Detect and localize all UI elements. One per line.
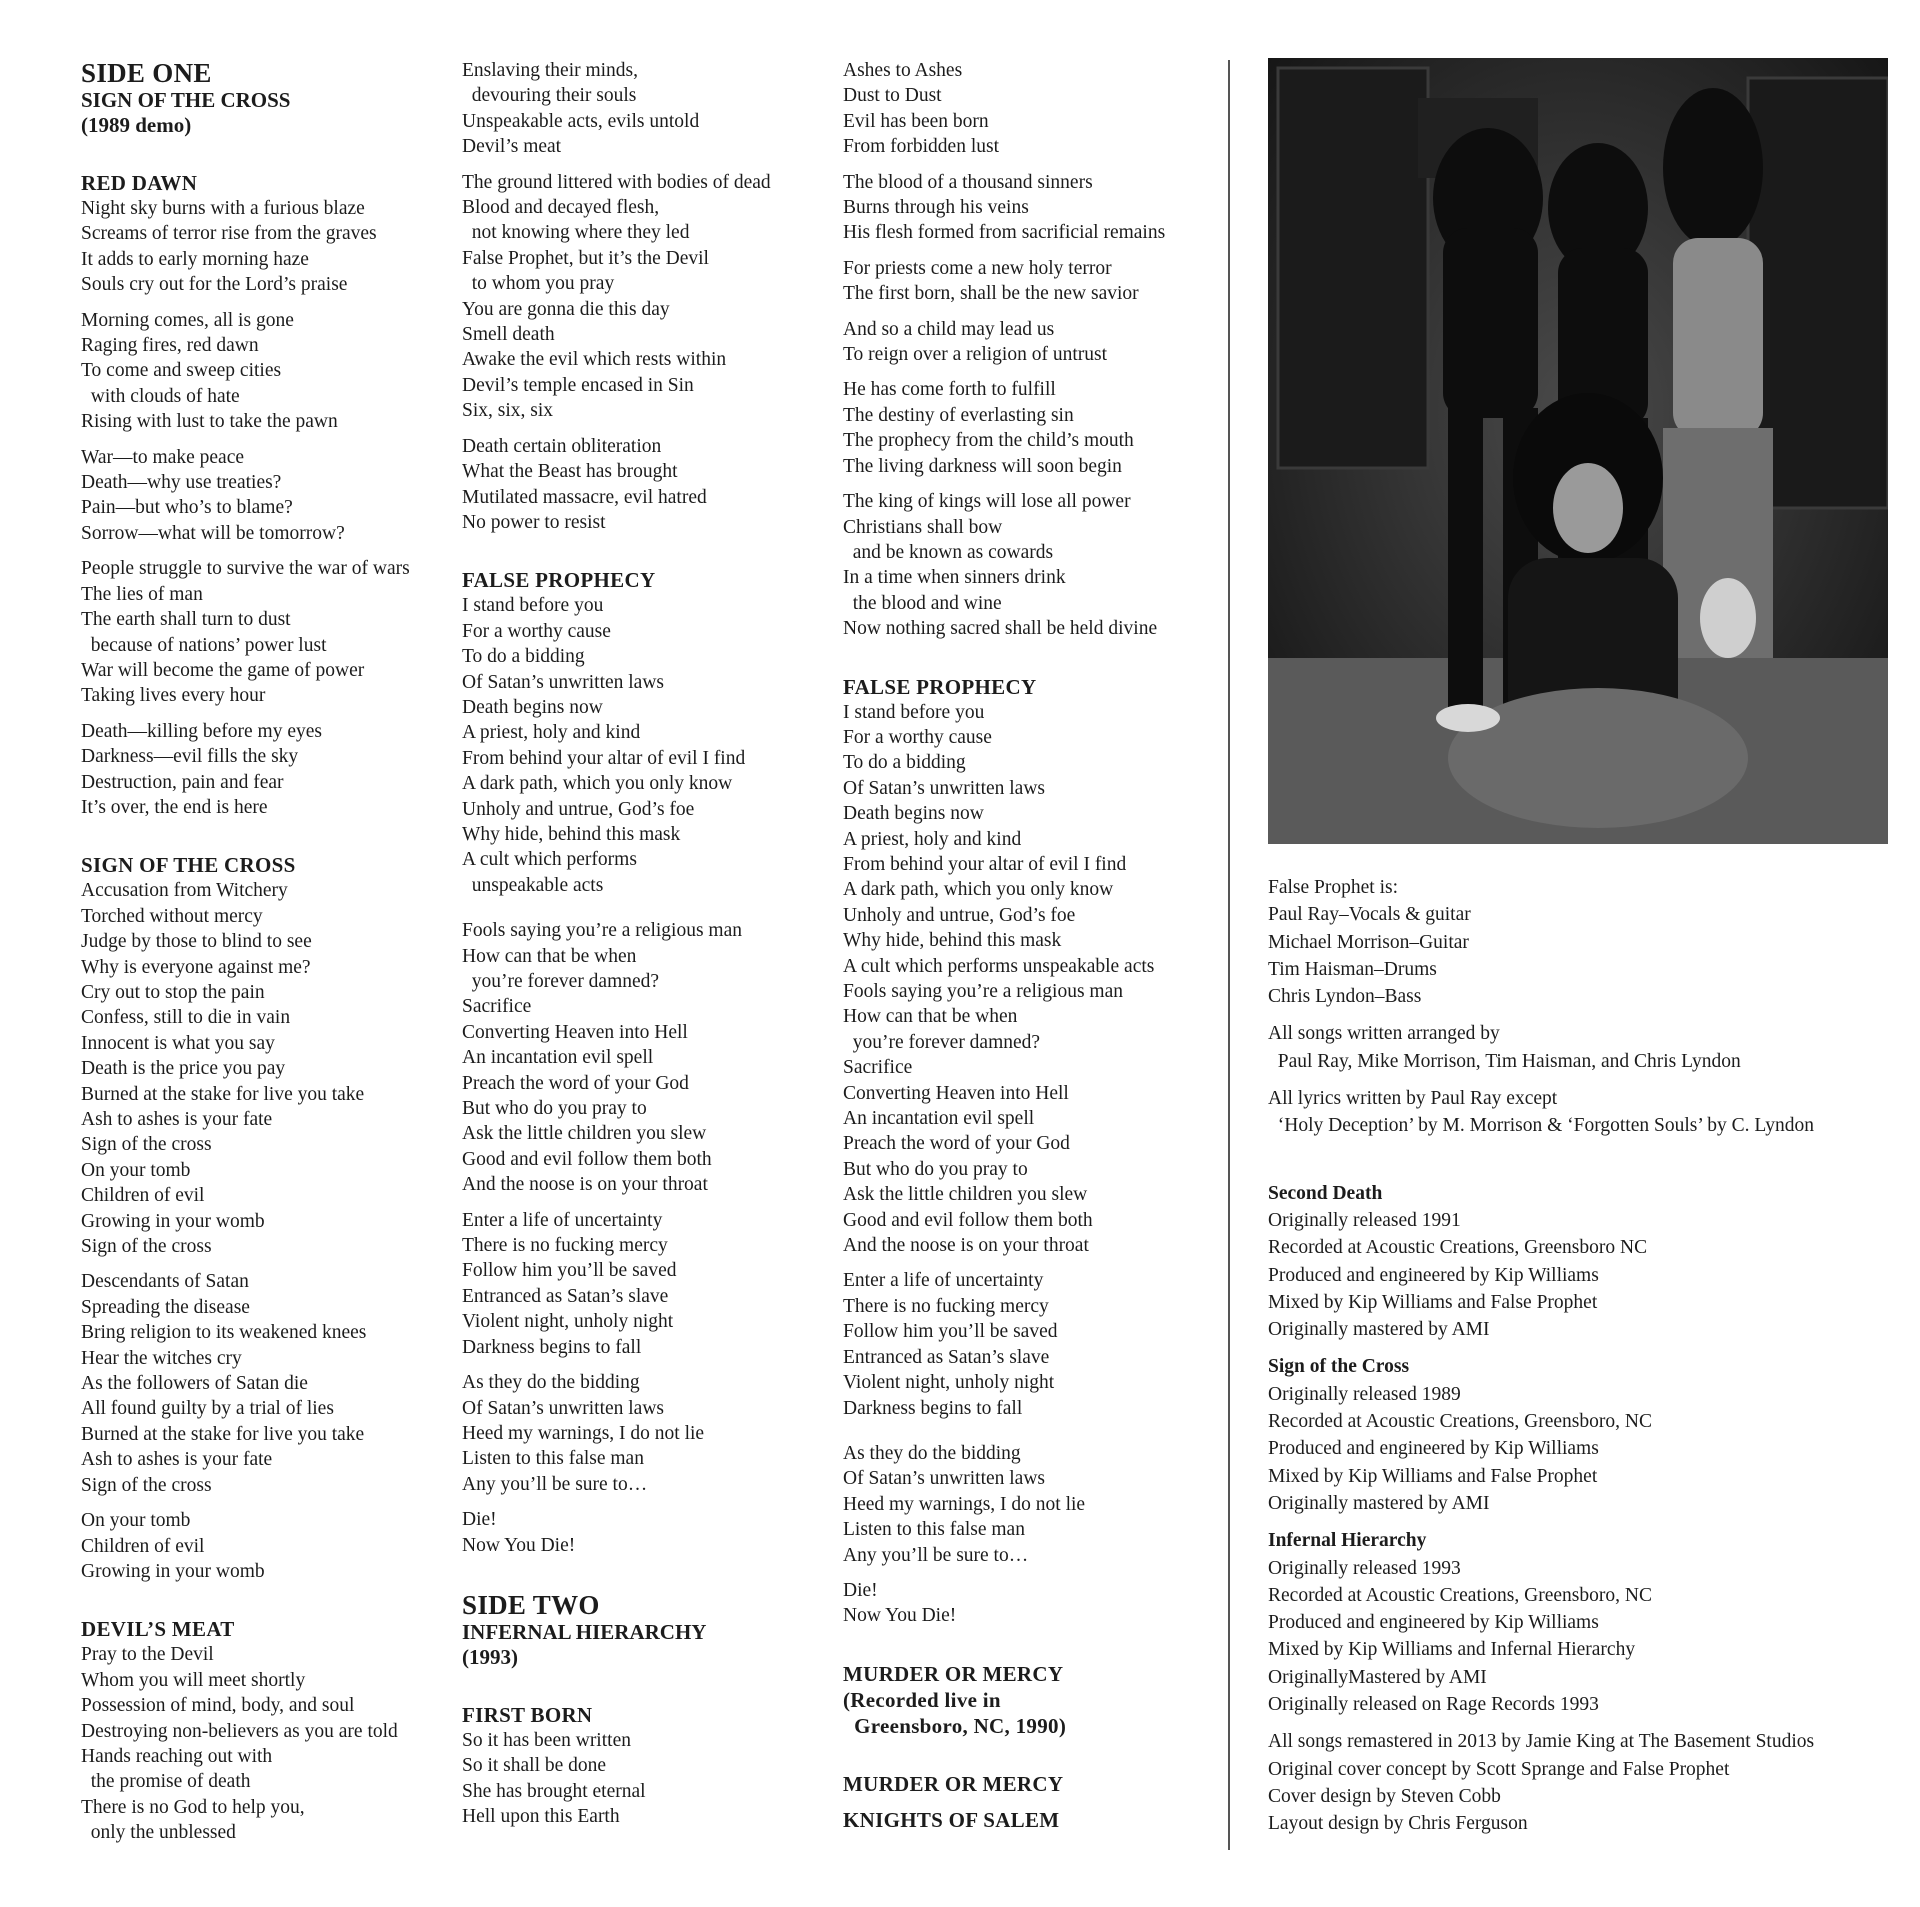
text-line: Ash to ashes is your fate — [81, 1449, 273, 1471]
text-line: you’re forever damned? — [843, 1031, 1041, 1053]
text-line: How can that be when — [462, 945, 637, 967]
text-line: Christians shall bow — [843, 516, 1003, 538]
column-4 — [1268, 58, 1908, 1838]
lyrics-sign-of-the-cross — [81, 878, 451, 1584]
side-two-subtitle: INFERNAL HIERARCHY — [462, 1619, 707, 1644]
song-title-devils-meat: DEVIL’S MEAT — [81, 1617, 235, 1642]
text-line: On your tomb — [81, 1510, 191, 1532]
text-line: A cult which performs unspeakable acts — [843, 955, 1155, 977]
text-line: Darkness begins to fall — [462, 1336, 642, 1358]
text-line: Sacrifice — [462, 996, 532, 1018]
text-line: And so a child may lead us — [843, 318, 1055, 340]
song-title-red-dawn: RED DAWN — [81, 171, 198, 195]
stanza-break — [843, 1421, 1223, 1431]
text-line: As the followers of Satan die — [81, 1373, 308, 1395]
stanza-break — [462, 1198, 842, 1208]
text-line: Why hide, behind this mask — [843, 930, 1062, 952]
lyrics-credit — [1268, 1085, 1908, 1140]
text-line: Dust to Dust — [843, 85, 942, 107]
text-line: Violent night, unholy night — [843, 1372, 1055, 1394]
text-line: There is no fucking mercy — [462, 1235, 668, 1257]
stanza-break — [843, 307, 1223, 317]
text-line: Good and evil follow them both — [843, 1209, 1093, 1231]
text-line: Produced and engineered by Kip Williams — [1268, 1438, 1599, 1460]
live-note-line-2: Greensboro, NC, 1990) — [843, 1713, 1067, 1738]
stanza-break — [462, 424, 842, 434]
text-line: Entranced as Satan’s slave — [843, 1346, 1050, 1368]
text-line: Why is everyone against me? — [81, 956, 311, 978]
text-line: To come and sweep cities — [81, 360, 282, 382]
text-line: Originally released 1993 — [1268, 1557, 1461, 1579]
text-line: Destroying non-believers as you are told — [81, 1720, 398, 1742]
songs-credit — [1268, 1020, 1908, 1075]
text-line: Originally released 1991 — [1268, 1209, 1461, 1231]
text-line: OriginallyMastered by AMI — [1268, 1666, 1487, 1688]
text-line: I stand before you — [462, 595, 604, 617]
text-line: with clouds of hate — [81, 385, 240, 407]
text-line: Ask the little children you slew — [462, 1123, 707, 1145]
text-line: Preach the word of your God — [462, 1072, 689, 1094]
stanza-break — [462, 160, 842, 170]
text-line: A dark path, which you only know — [843, 879, 1114, 901]
text-line: For priests come a new holy terror — [843, 257, 1112, 279]
stanza-break — [81, 1259, 451, 1269]
text-line: Accusation from Witchery — [81, 880, 288, 902]
text-line: She has brought eternal — [462, 1780, 646, 1802]
text-line: Enslaving their minds, — [462, 60, 639, 81]
text-line: Preach the word of your God — [843, 1133, 1070, 1155]
side-one-subtitle: SIGN OF THE CROSS — [81, 88, 291, 112]
text-line: Death begins now — [462, 696, 603, 718]
text-line: Awake the evil which rests within — [462, 349, 727, 371]
text-line: Death certain obliteration — [462, 435, 662, 457]
stanza-break — [843, 479, 1223, 489]
text-line: Destruction, pain and fear — [81, 771, 284, 793]
text-line: Converting Heaven into Hell — [462, 1021, 688, 1043]
text-line: Cry out to stop the pain — [81, 981, 265, 1003]
text-line: Descendants of Satan — [81, 1271, 249, 1293]
text-line: Sign of the cross — [81, 1236, 212, 1258]
text-line: Raging fires, red dawn — [81, 335, 259, 357]
text-line: Follow him you’ll be saved — [843, 1321, 1058, 1343]
text-line: Unspeakable acts, evils untold — [462, 110, 700, 132]
text-line: It adds to early morning haze — [81, 248, 309, 270]
column-2 — [462, 58, 842, 1830]
text-line: unspeakable acts — [462, 874, 604, 896]
text-line: Entranced as Satan’s slave — [462, 1285, 669, 1307]
release-lines-sign-of-the-cross — [1268, 1381, 1908, 1517]
text-line: His flesh formed from sacrificial remains — [843, 222, 1166, 244]
stanza-break — [843, 160, 1223, 170]
text-line: All songs written arranged by — [1268, 1023, 1500, 1045]
side-two-year: (1993) — [462, 1644, 518, 1669]
text-line: not knowing where they led — [462, 222, 690, 244]
text-line: The king of kings will lose all power — [843, 491, 1131, 513]
text-line: A dark path, which you only know — [462, 773, 733, 795]
text-line: Night sky burns with a furious blaze — [81, 198, 365, 219]
text-line: The blood of a thousand sinners — [843, 171, 1093, 193]
song-title-murder-or-mercy-live: MURDER OR MERCY — [843, 1661, 1064, 1686]
text-line: Originally released 1989 — [1268, 1383, 1461, 1405]
song-title-knights-of-salem: KNIGHTS OF SALEM — [843, 1807, 1060, 1832]
band-photo-image — [1268, 58, 1888, 844]
text-line: For a worthy cause — [843, 726, 992, 748]
text-line: Now nothing sacred shall be held divine — [843, 618, 1158, 640]
text-line: Chris Lyndon–Bass — [1268, 986, 1422, 1008]
text-line: Children of evil — [81, 1185, 205, 1207]
text-line: Sign of the cross — [81, 1474, 212, 1496]
text-line: Growing in your womb — [81, 1210, 265, 1232]
lyrics-first-born-continued — [843, 58, 1223, 642]
lyrics-false-prophecy — [462, 593, 842, 1558]
release-title-second-death: Second Death — [1268, 1182, 1383, 1204]
text-line: Follow him you’ll be saved — [462, 1260, 677, 1282]
column-1 — [81, 58, 451, 1846]
text-line: Fools saying you’re a religious man — [462, 920, 742, 942]
text-line: Innocent is what you say — [81, 1032, 275, 1054]
text-line: Six, six, six — [462, 400, 554, 422]
text-line: ‘Holy Deception’ by M. Morrison & ‘Forgotten Souls’ by C. Lyndon — [1268, 1115, 1814, 1137]
text-line: So it has been written — [462, 1729, 631, 1751]
lyrics-devils-meat-continued — [462, 58, 842, 535]
text-line: Sign of the cross — [81, 1134, 212, 1156]
text-line: Originally mastered by AMI — [1268, 1492, 1490, 1514]
text-line: To reign over a religion of untrust — [843, 344, 1107, 366]
text-line: Growing in your womb — [81, 1560, 265, 1582]
text-line: Souls cry out for the Lord’s praise — [81, 274, 348, 296]
release-title-sign-of-the-cross: Sign of the Cross — [1268, 1356, 1410, 1378]
text-line: Produced and engineered by Kip Williams — [1268, 1264, 1599, 1286]
text-line: Burned at the stake for live you take — [81, 1423, 365, 1445]
stanza-break — [462, 908, 842, 918]
text-line: All lyrics written by Paul Ray except — [1268, 1088, 1558, 1110]
text-line: I stand before you — [843, 701, 985, 723]
text-line: Of Satan’s unwritten laws — [843, 1468, 1046, 1490]
text-line: Heed my warnings, I do not lie — [462, 1422, 705, 1444]
text-line: A priest, holy and kind — [462, 722, 641, 744]
text-line: Any you’ll be sure to… — [843, 1544, 1029, 1566]
lyrics-false-prophecy-2 — [843, 700, 1223, 1629]
text-line: devouring their souls — [462, 85, 637, 107]
text-line: The living darkness will soon begin — [843, 455, 1122, 477]
text-line: An incantation evil spell — [462, 1047, 654, 1069]
text-line: Ashes to Ashes — [843, 60, 963, 81]
text-line: But who do you pray to — [843, 1158, 1028, 1180]
text-line: Why hide, behind this mask — [462, 823, 681, 845]
text-line: Screams of terror rise from the graves — [81, 223, 377, 245]
song-title-murder-or-mercy: MURDER OR MERCY — [843, 1771, 1064, 1796]
text-line: To do a bidding — [462, 646, 585, 668]
band-photo — [1268, 58, 1888, 844]
text-line: Darkness begins to fall — [843, 1397, 1023, 1419]
text-line: All songs remastered in 2013 by Jamie King at The Basement Studios — [1268, 1731, 1815, 1753]
text-line: Devil’s meat — [462, 136, 562, 158]
text-line: It’s over, the end is here — [81, 796, 268, 818]
lyrics-devils-meat — [81, 1642, 451, 1845]
text-line: the blood and wine — [843, 592, 1002, 614]
text-line: Tim Haisman–Drums — [1268, 958, 1437, 980]
text-line: Judge by those to blind to see — [81, 931, 312, 953]
text-line: From forbidden lust — [843, 136, 999, 158]
text-line: Unholy and untrue, God’s foe — [843, 904, 1076, 926]
stanza-break — [81, 435, 451, 445]
live-note-line-1: (Recorded live in — [843, 1687, 1001, 1712]
lyrics-first-born — [462, 1728, 842, 1830]
text-line: Of Satan’s unwritten laws — [843, 777, 1046, 799]
text-line: Pray to the Devil — [81, 1644, 214, 1666]
release-title-infernal-hierarchy: Infernal Hierarchy — [1268, 1530, 1427, 1552]
song-title-false-prophecy-2: FALSE PROPHECY — [843, 674, 1037, 699]
text-line: There is no God to help you, — [81, 1796, 305, 1818]
text-line: Darkness—evil fills the sky — [81, 746, 299, 768]
stanza-break — [81, 546, 451, 556]
text-line: Unholy and untrue, God’s foe — [462, 798, 695, 820]
text-line: No power to resist — [462, 511, 606, 533]
text-line: Death is the price you pay — [81, 1058, 286, 1080]
text-line: Mixed by Kip Williams and False Prophet — [1268, 1465, 1598, 1487]
text-line: Michael Morrison–Guitar — [1268, 931, 1469, 953]
text-line: A priest, holy and kind — [843, 828, 1022, 850]
text-line: Of Satan’s unwritten laws — [462, 1397, 665, 1419]
text-line: Any you’ll be sure to… — [462, 1473, 648, 1495]
text-line: Ask the little children you slew — [843, 1184, 1088, 1206]
text-line: and be known as cowards — [843, 541, 1054, 563]
stanza-break — [843, 1258, 1223, 1268]
stanza-break — [843, 1568, 1223, 1578]
text-line: Layout design by Chris Ferguson — [1268, 1813, 1528, 1835]
text-line: The ground littered with bodies of dead — [462, 171, 771, 193]
text-line: How can that be when — [843, 1006, 1018, 1028]
text-line: Now You Die! — [843, 1605, 957, 1627]
text-line: Paul Ray, Mike Morrison, Tim Haisman, and Chris Lyndon — [1268, 1050, 1741, 1072]
text-line: Morning comes, all is gone — [81, 309, 294, 331]
text-line: As they do the bidding — [843, 1442, 1021, 1464]
text-line: Mixed by Kip Williams and False Prophet — [1268, 1291, 1598, 1313]
text-line: you’re forever damned? — [462, 971, 660, 992]
text-line: Death—killing before my eyes — [81, 720, 322, 742]
text-line: Hell upon this Earth — [462, 1806, 620, 1828]
song-title-first-born: FIRST BORN — [462, 1702, 593, 1727]
text-line: As they do the bidding — [462, 1372, 640, 1394]
text-line: Pain—but who’s to blame? — [81, 497, 293, 519]
text-line: And the noose is on your throat — [462, 1174, 708, 1196]
text-line: Of Satan’s unwritten laws — [462, 671, 665, 693]
text-line: From behind your altar of evil I find — [462, 747, 746, 769]
text-line: Sorrow—what will be tomorrow? — [81, 522, 345, 544]
text-line: Recorded at Acoustic Creations, Greensboro, NC — [1268, 1584, 1652, 1606]
side-two-title: SIDE TWO — [462, 1589, 600, 1620]
side-one-year: (1989 demo) — [81, 113, 192, 137]
text-line: Enter a life of uncertainty — [462, 1209, 663, 1231]
text-line: Children of evil — [81, 1535, 205, 1557]
text-line: The prophecy from the child’s mouth — [843, 430, 1134, 452]
text-line: In a time when sinners drink — [843, 567, 1066, 589]
side-one-title: SIDE ONE — [81, 58, 212, 88]
text-line: Enter a life of uncertainty — [843, 1270, 1044, 1292]
text-line: Fools saying you’re a religious man — [843, 981, 1123, 1002]
text-line: Heed my warnings, I do not lie — [843, 1493, 1086, 1515]
text-line: What the Beast has brought — [462, 461, 678, 483]
stanza-break — [81, 298, 451, 308]
text-line: the promise of death — [81, 1771, 251, 1793]
text-line: Recorded at Acoustic Creations, Greensboro NC — [1268, 1237, 1648, 1259]
text-line: Smell death — [462, 324, 555, 346]
text-line: Good and evil follow them both — [462, 1148, 712, 1170]
text-line: Die! — [462, 1509, 497, 1531]
text-line: Paul Ray–Vocals & guitar — [1268, 904, 1471, 926]
text-line: Originally released on Rage Records 1993 — [1268, 1694, 1599, 1716]
text-line: to whom you pray — [462, 273, 615, 295]
text-line: Original cover concept by Scott Sprange and False Prophet — [1268, 1758, 1730, 1780]
text-line: Taking lives every hour — [81, 685, 266, 707]
text-line: Die! — [843, 1579, 878, 1601]
text-line: Hands reaching out with — [81, 1745, 273, 1767]
text-line: Possession of mind, body, and soul — [81, 1695, 355, 1717]
stanza-break — [462, 898, 842, 908]
stanza-break — [843, 367, 1223, 377]
stanza-break — [462, 1497, 842, 1507]
text-line: But who do you pray to — [462, 1098, 647, 1120]
text-line: War will become the game of power — [81, 659, 365, 681]
stanza-break — [843, 246, 1223, 256]
text-line: Burns through his veins — [843, 197, 1029, 219]
text-line: Mutilated massacre, evil hatred — [462, 486, 707, 508]
text-line: Rising with lust to take the pawn — [81, 411, 338, 433]
text-line: People struggle to survive the war of wars — [81, 558, 410, 580]
stanza-break — [81, 1498, 451, 1508]
text-line: From behind your altar of evil I find — [843, 853, 1127, 875]
text-line: The lies of man — [81, 583, 203, 605]
text-line: So it shall be done — [462, 1755, 607, 1777]
text-line: The destiny of everlasting sin — [843, 404, 1074, 426]
text-line: Produced and engineered by Kip Williams — [1268, 1612, 1599, 1634]
band-heading: False Prophet is: — [1268, 877, 1398, 898]
text-line: Evil has been born — [843, 110, 989, 132]
text-line: A cult which performs — [462, 849, 637, 871]
text-line: Now You Die! — [462, 1534, 576, 1556]
text-line: Blood and decayed flesh, — [462, 197, 660, 219]
text-line: Originally mastered by AMI — [1268, 1319, 1490, 1341]
text-line: You are gonna die this day — [462, 298, 670, 320]
text-line: The first born, shall be the new savior — [843, 283, 1139, 305]
text-line: Death—why use treaties? — [81, 472, 282, 494]
text-line: He has come forth to fulfill — [843, 379, 1056, 401]
text-line: Listen to this false man — [462, 1448, 644, 1470]
text-line: because of nations’ power lust — [81, 634, 327, 656]
text-line: Devil’s temple encased in Sin — [462, 374, 694, 396]
text-line: On your tomb — [81, 1159, 191, 1181]
text-line: And the noose is on your throat — [843, 1235, 1089, 1257]
text-line: Confess, still to die in vain — [81, 1007, 291, 1029]
text-line: Cover design by Steven Cobb — [1268, 1785, 1501, 1807]
text-line: Hear the witches cry — [81, 1347, 242, 1369]
text-line: Torched without mercy — [81, 905, 263, 927]
lyrics-red-dawn — [81, 196, 451, 820]
text-line: Converting Heaven into Hell — [843, 1082, 1069, 1104]
text-line: Death begins now — [843, 803, 984, 825]
text-line: The earth shall turn to dust — [81, 609, 291, 631]
stanza-break — [462, 1360, 842, 1370]
band-members — [1268, 901, 1908, 1010]
text-line: Mixed by Kip Williams and Infernal Hierarchy — [1268, 1639, 1636, 1661]
text-line: Whom you will meet shortly — [81, 1669, 306, 1691]
column-3 — [843, 58, 1223, 1833]
stanza-break — [843, 1431, 1223, 1441]
song-title-sign-of-the-cross: SIGN OF THE CROSS — [81, 853, 296, 878]
text-line: War—to make peace — [81, 446, 245, 468]
text-line: Listen to this false man — [843, 1519, 1025, 1541]
text-line: Ash to ashes is your fate — [81, 1109, 273, 1130]
release-lines-infernal-hierarchy — [1268, 1555, 1908, 1719]
text-line: All found guilty by a trial of lies — [81, 1398, 334, 1420]
text-line: To do a bidding — [843, 752, 966, 774]
column-divider — [1228, 60, 1230, 1850]
stanza-break — [81, 709, 451, 719]
text-line: Violent night, unholy night — [462, 1311, 674, 1333]
release-lines-second-death — [1268, 1207, 1908, 1343]
text-line: For a worthy cause — [462, 620, 611, 642]
final-credits — [1268, 1728, 1908, 1837]
text-line: Sacrifice — [843, 1057, 913, 1079]
text-line: Burned at the stake for live you take — [81, 1083, 365, 1105]
text-line: Spreading the disease — [81, 1296, 250, 1318]
text-line: An incantation evil spell — [843, 1108, 1035, 1130]
text-line: only the unblessed — [81, 1822, 236, 1844]
text-line: False Prophet, but it’s the Devil — [462, 247, 709, 269]
text-line: There is no fucking mercy — [843, 1295, 1049, 1317]
song-title-false-prophecy: FALSE PROPHECY — [462, 568, 656, 593]
text-line: Recorded at Acoustic Creations, Greensboro, NC — [1268, 1411, 1652, 1433]
text-line: Bring religion to its weakened knees — [81, 1322, 367, 1344]
